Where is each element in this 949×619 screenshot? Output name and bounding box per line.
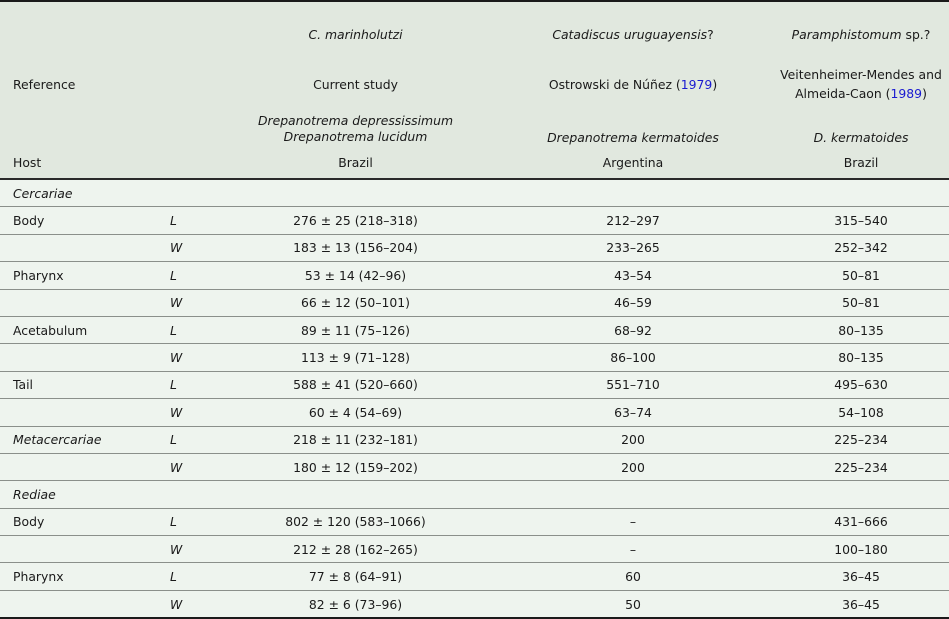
value-cell: 180 ± 12 (159–202) bbox=[218, 453, 493, 480]
table-row bbox=[0, 536, 949, 563]
table-row bbox=[0, 453, 949, 480]
citation-link[interactable]: 1989 bbox=[890, 86, 923, 101]
value-cell: 50–81 bbox=[773, 262, 949, 289]
value-cell: 252–342 bbox=[773, 234, 949, 261]
host-snail-cell: Drepanotrema depressissimum Drepanotrema lucidum bbox=[257, 113, 454, 144]
species-row bbox=[0, 1, 949, 58]
value-cell: 276 ± 25 (218–318) bbox=[218, 207, 493, 234]
table-row bbox=[0, 399, 949, 426]
value-cell: 200 bbox=[493, 426, 773, 453]
value-cell: 36–45 bbox=[773, 563, 949, 590]
value-cell: 218 ± 11 (232–181) bbox=[218, 426, 493, 453]
structure-cell bbox=[0, 234, 158, 261]
value-cell: – bbox=[493, 536, 773, 563]
dimension-cell: L bbox=[158, 508, 218, 535]
value-cell: 183 ± 13 (156–204) bbox=[218, 234, 493, 261]
host-country-cell: Brazil bbox=[218, 146, 493, 179]
table-row bbox=[0, 316, 949, 343]
value-cell: 43–54 bbox=[493, 262, 773, 289]
value-cell: 50 bbox=[493, 590, 773, 618]
host-country-row bbox=[0, 146, 949, 179]
value-cell: 200 bbox=[493, 453, 773, 480]
structure-cell: Pharynx bbox=[0, 262, 158, 289]
dimension-cell: W bbox=[158, 399, 218, 426]
value-cell: 113 ± 9 (71–128) bbox=[218, 344, 493, 371]
reference-cell: Current study bbox=[313, 76, 398, 92]
species-cell: C. marinholutzi bbox=[218, 1, 493, 58]
host-country-cell: Argentina bbox=[493, 146, 773, 179]
value-cell: 431–666 bbox=[773, 508, 949, 535]
value-cell: 60 bbox=[493, 563, 773, 590]
structure-cell: Acetabulum bbox=[0, 316, 158, 343]
table-row bbox=[0, 426, 949, 453]
value-cell: 212 ± 28 (162–265) bbox=[218, 536, 493, 563]
structure-cell: Tail bbox=[0, 371, 158, 398]
section-title: Rediae bbox=[0, 481, 949, 508]
dimension-cell: L bbox=[158, 563, 218, 590]
value-cell: 50–81 bbox=[773, 289, 949, 316]
table-row bbox=[0, 234, 949, 261]
value-cell: 315–540 bbox=[773, 207, 949, 234]
section-header-rediae bbox=[0, 481, 949, 508]
reference-cell: Veitenheimer-Mendes and Almeida-Caon (1989) bbox=[780, 67, 942, 101]
table-row bbox=[0, 207, 949, 234]
structure-cell bbox=[0, 344, 158, 371]
citation-link[interactable]: 1979 bbox=[680, 76, 713, 92]
value-cell: 89 ± 11 (75–126) bbox=[218, 316, 493, 343]
value-cell: 80–135 bbox=[773, 344, 949, 371]
structure-cell: Body bbox=[0, 508, 158, 535]
reference-label: Reference bbox=[13, 76, 76, 92]
host-snail-cell: D. kermatoides bbox=[813, 130, 909, 145]
dimension-cell: W bbox=[158, 590, 218, 618]
dimension-cell: W bbox=[158, 453, 218, 480]
value-cell: 225–234 bbox=[773, 453, 949, 480]
table-body bbox=[0, 179, 949, 618]
structure-cell bbox=[0, 536, 158, 563]
value-cell: 53 ± 14 (42–96) bbox=[218, 262, 493, 289]
table-row bbox=[0, 508, 949, 535]
value-cell: 36–45 bbox=[773, 590, 949, 618]
value-cell: 77 ± 8 (64–91) bbox=[218, 563, 493, 590]
table-row bbox=[0, 563, 949, 590]
value-cell: 82 ± 6 (73–96) bbox=[218, 590, 493, 618]
structure-cell: Metacercariae bbox=[0, 426, 158, 453]
reference-cell: Ostrowski de Núñez (1979) bbox=[548, 76, 718, 92]
structure-cell: Pharynx bbox=[0, 563, 158, 590]
value-cell: 495–630 bbox=[773, 371, 949, 398]
host-label: Host bbox=[0, 146, 158, 179]
dimension-cell: W bbox=[158, 344, 218, 371]
table-row bbox=[0, 590, 949, 618]
value-cell: 86–100 bbox=[493, 344, 773, 371]
value-cell: 233–265 bbox=[493, 234, 773, 261]
table-header bbox=[0, 1, 949, 179]
table-row bbox=[0, 289, 949, 316]
value-cell: 60 ± 4 (54–69) bbox=[218, 399, 493, 426]
species-cell: Catadiscus uruguayensis? bbox=[493, 1, 773, 58]
dimension-cell: W bbox=[158, 536, 218, 563]
dimension-cell: L bbox=[158, 262, 218, 289]
value-cell: 66 ± 12 (50–101) bbox=[218, 289, 493, 316]
value-cell: 212–297 bbox=[493, 207, 773, 234]
section-title: Cercariae bbox=[0, 179, 949, 207]
reference-row bbox=[0, 58, 949, 110]
value-cell: – bbox=[493, 508, 773, 535]
dimension-cell: W bbox=[158, 234, 218, 261]
value-cell: 80–135 bbox=[773, 316, 949, 343]
table-row bbox=[0, 371, 949, 398]
dimension-cell: L bbox=[158, 207, 218, 234]
value-cell: 46–59 bbox=[493, 289, 773, 316]
value-cell: 225–234 bbox=[773, 426, 949, 453]
table-row bbox=[0, 262, 949, 289]
structure-cell bbox=[0, 590, 158, 618]
species-cell: Paramphistomum sp.? bbox=[773, 1, 949, 58]
value-cell: 588 ± 41 (520–660) bbox=[218, 371, 493, 398]
value-cell: 100–180 bbox=[773, 536, 949, 563]
table-row bbox=[0, 344, 949, 371]
dimension-cell: W bbox=[158, 289, 218, 316]
structure-cell: Body bbox=[0, 207, 158, 234]
structure-cell bbox=[0, 453, 158, 480]
value-cell: 54–108 bbox=[773, 399, 949, 426]
value-cell: 63–74 bbox=[493, 399, 773, 426]
host-snail-cell: Drepanotrema kermatoides bbox=[547, 130, 719, 145]
structure-cell bbox=[0, 399, 158, 426]
value-cell: 551–710 bbox=[493, 371, 773, 398]
dimension-cell: L bbox=[158, 371, 218, 398]
dimension-cell: L bbox=[158, 316, 218, 343]
value-cell: 68–92 bbox=[493, 316, 773, 343]
host-country-cell: Brazil bbox=[773, 146, 949, 179]
structure-cell bbox=[0, 289, 158, 316]
value-cell: 802 ± 120 (583–1066) bbox=[218, 508, 493, 535]
dimension-cell: L bbox=[158, 426, 218, 453]
section-header-cercariae bbox=[0, 179, 949, 207]
host-snail-row bbox=[0, 110, 949, 146]
